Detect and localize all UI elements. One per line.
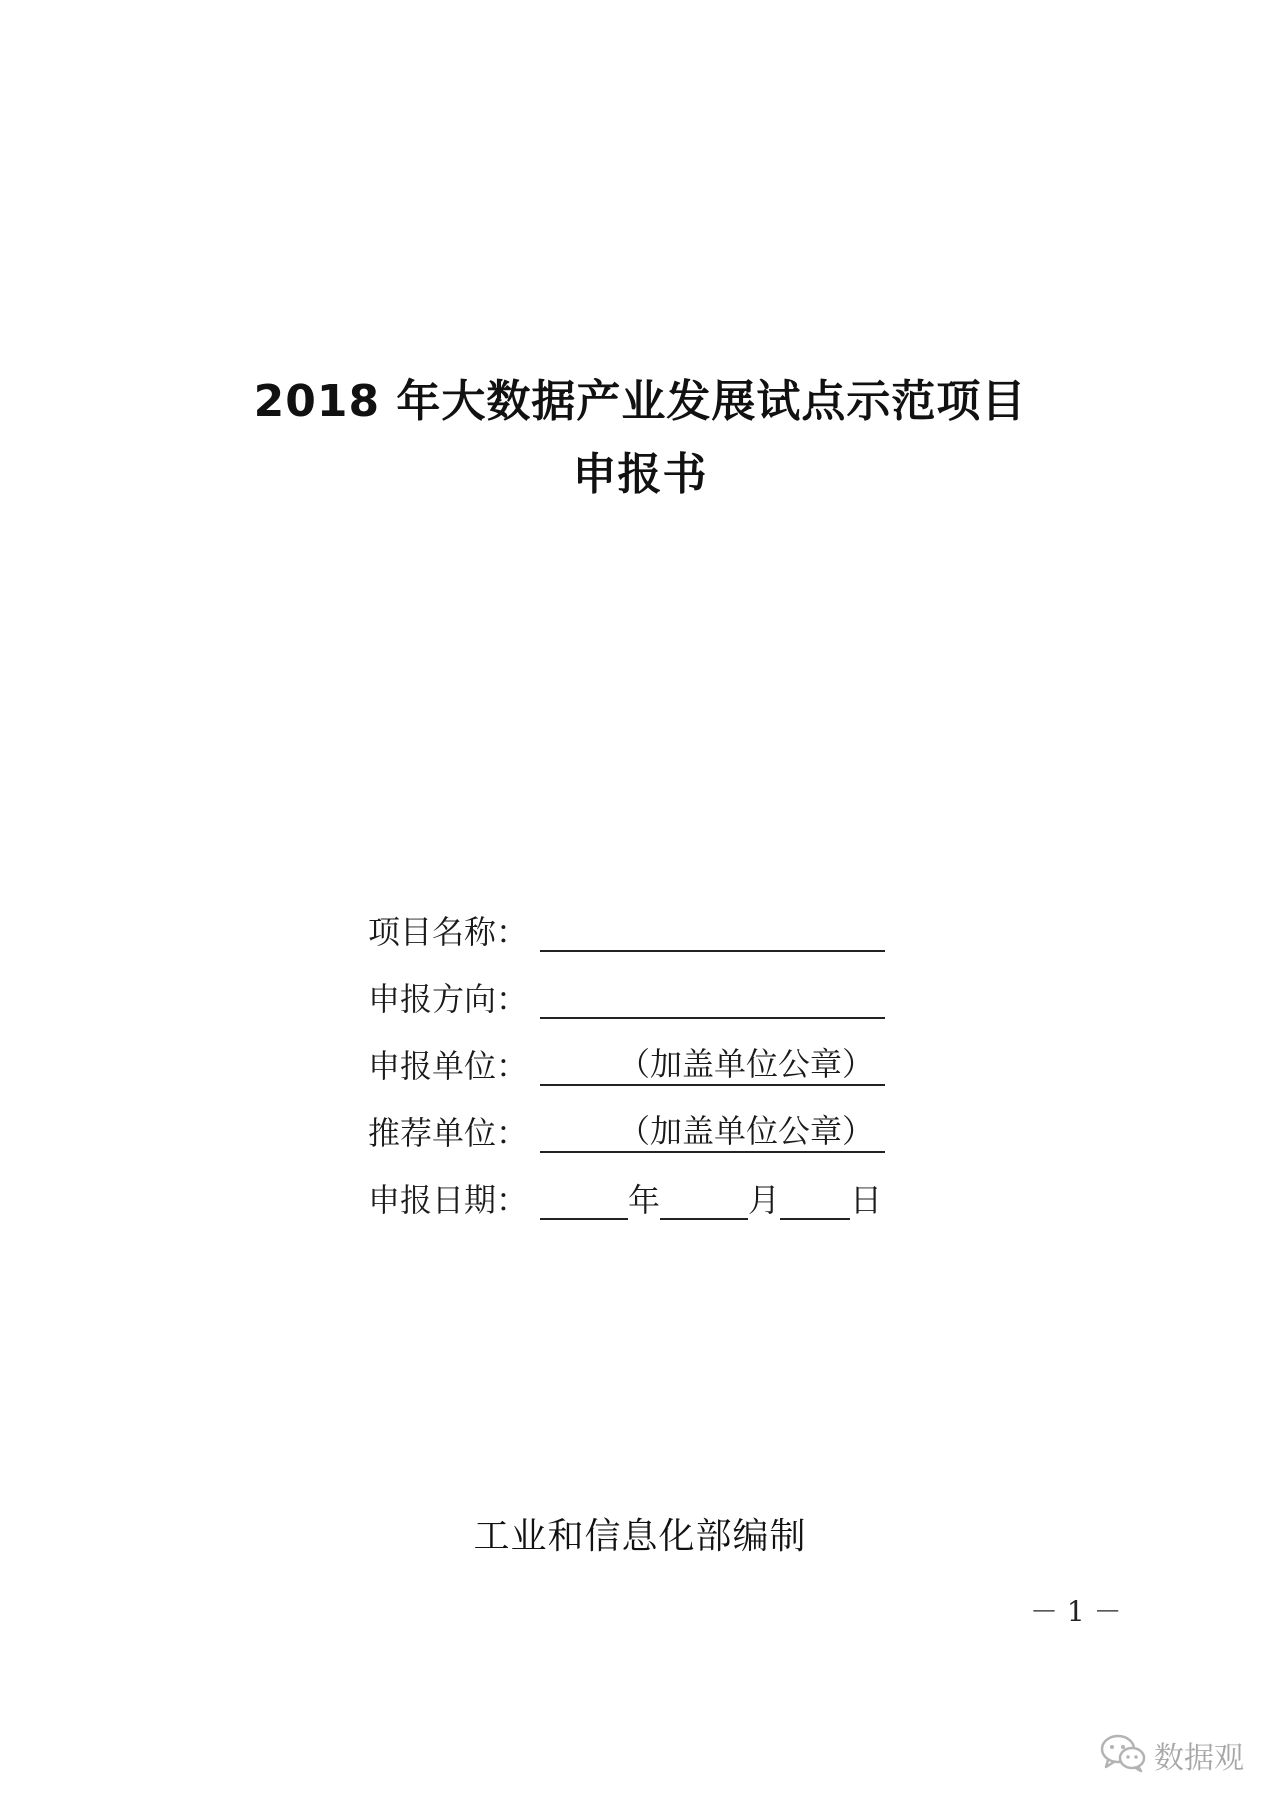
form-field-date bbox=[368, 1176, 882, 1220]
field-label: 申报单位： bbox=[368, 1047, 529, 1085]
date-blanks bbox=[540, 1180, 882, 1220]
field-label: 申报方向： bbox=[368, 980, 529, 1018]
year-unit: 年 bbox=[628, 1181, 661, 1219]
recommender-blank bbox=[540, 1113, 885, 1153]
field-label: 推荐单位： bbox=[368, 1114, 529, 1152]
document-subtitle: 申报书 bbox=[572, 449, 708, 500]
direction-blank bbox=[540, 979, 885, 1019]
applicant-blank bbox=[540, 1046, 885, 1086]
day-unit: 日 bbox=[850, 1181, 883, 1219]
field-label: 申报日期： bbox=[368, 1181, 529, 1219]
wechat-icon bbox=[1100, 1733, 1146, 1777]
year-blank bbox=[540, 1180, 628, 1220]
document-title: 2018 年大数据产业发展试点示范项目 bbox=[253, 376, 1027, 427]
watermark-text: 数据观 bbox=[1154, 1741, 1244, 1776]
page-number: － 1 － bbox=[1030, 1595, 1122, 1628]
form-field-recommender bbox=[368, 1109, 885, 1153]
day-blank bbox=[780, 1180, 850, 1220]
month-unit: 月 bbox=[748, 1181, 781, 1219]
form-field-direction bbox=[368, 975, 885, 1019]
stamp-note: （加盖单位公章） bbox=[618, 1045, 875, 1083]
compiler-credit: 工业和信息化部编制 bbox=[473, 1516, 807, 1557]
field-label: 项目名称： bbox=[368, 913, 529, 951]
project-name-blank bbox=[540, 912, 885, 952]
form-field-project-name bbox=[368, 908, 885, 952]
watermark bbox=[1100, 1733, 1244, 1777]
month-blank bbox=[660, 1180, 748, 1220]
stamp-note: （加盖单位公章） bbox=[618, 1112, 875, 1150]
form-field-applicant bbox=[368, 1042, 885, 1086]
